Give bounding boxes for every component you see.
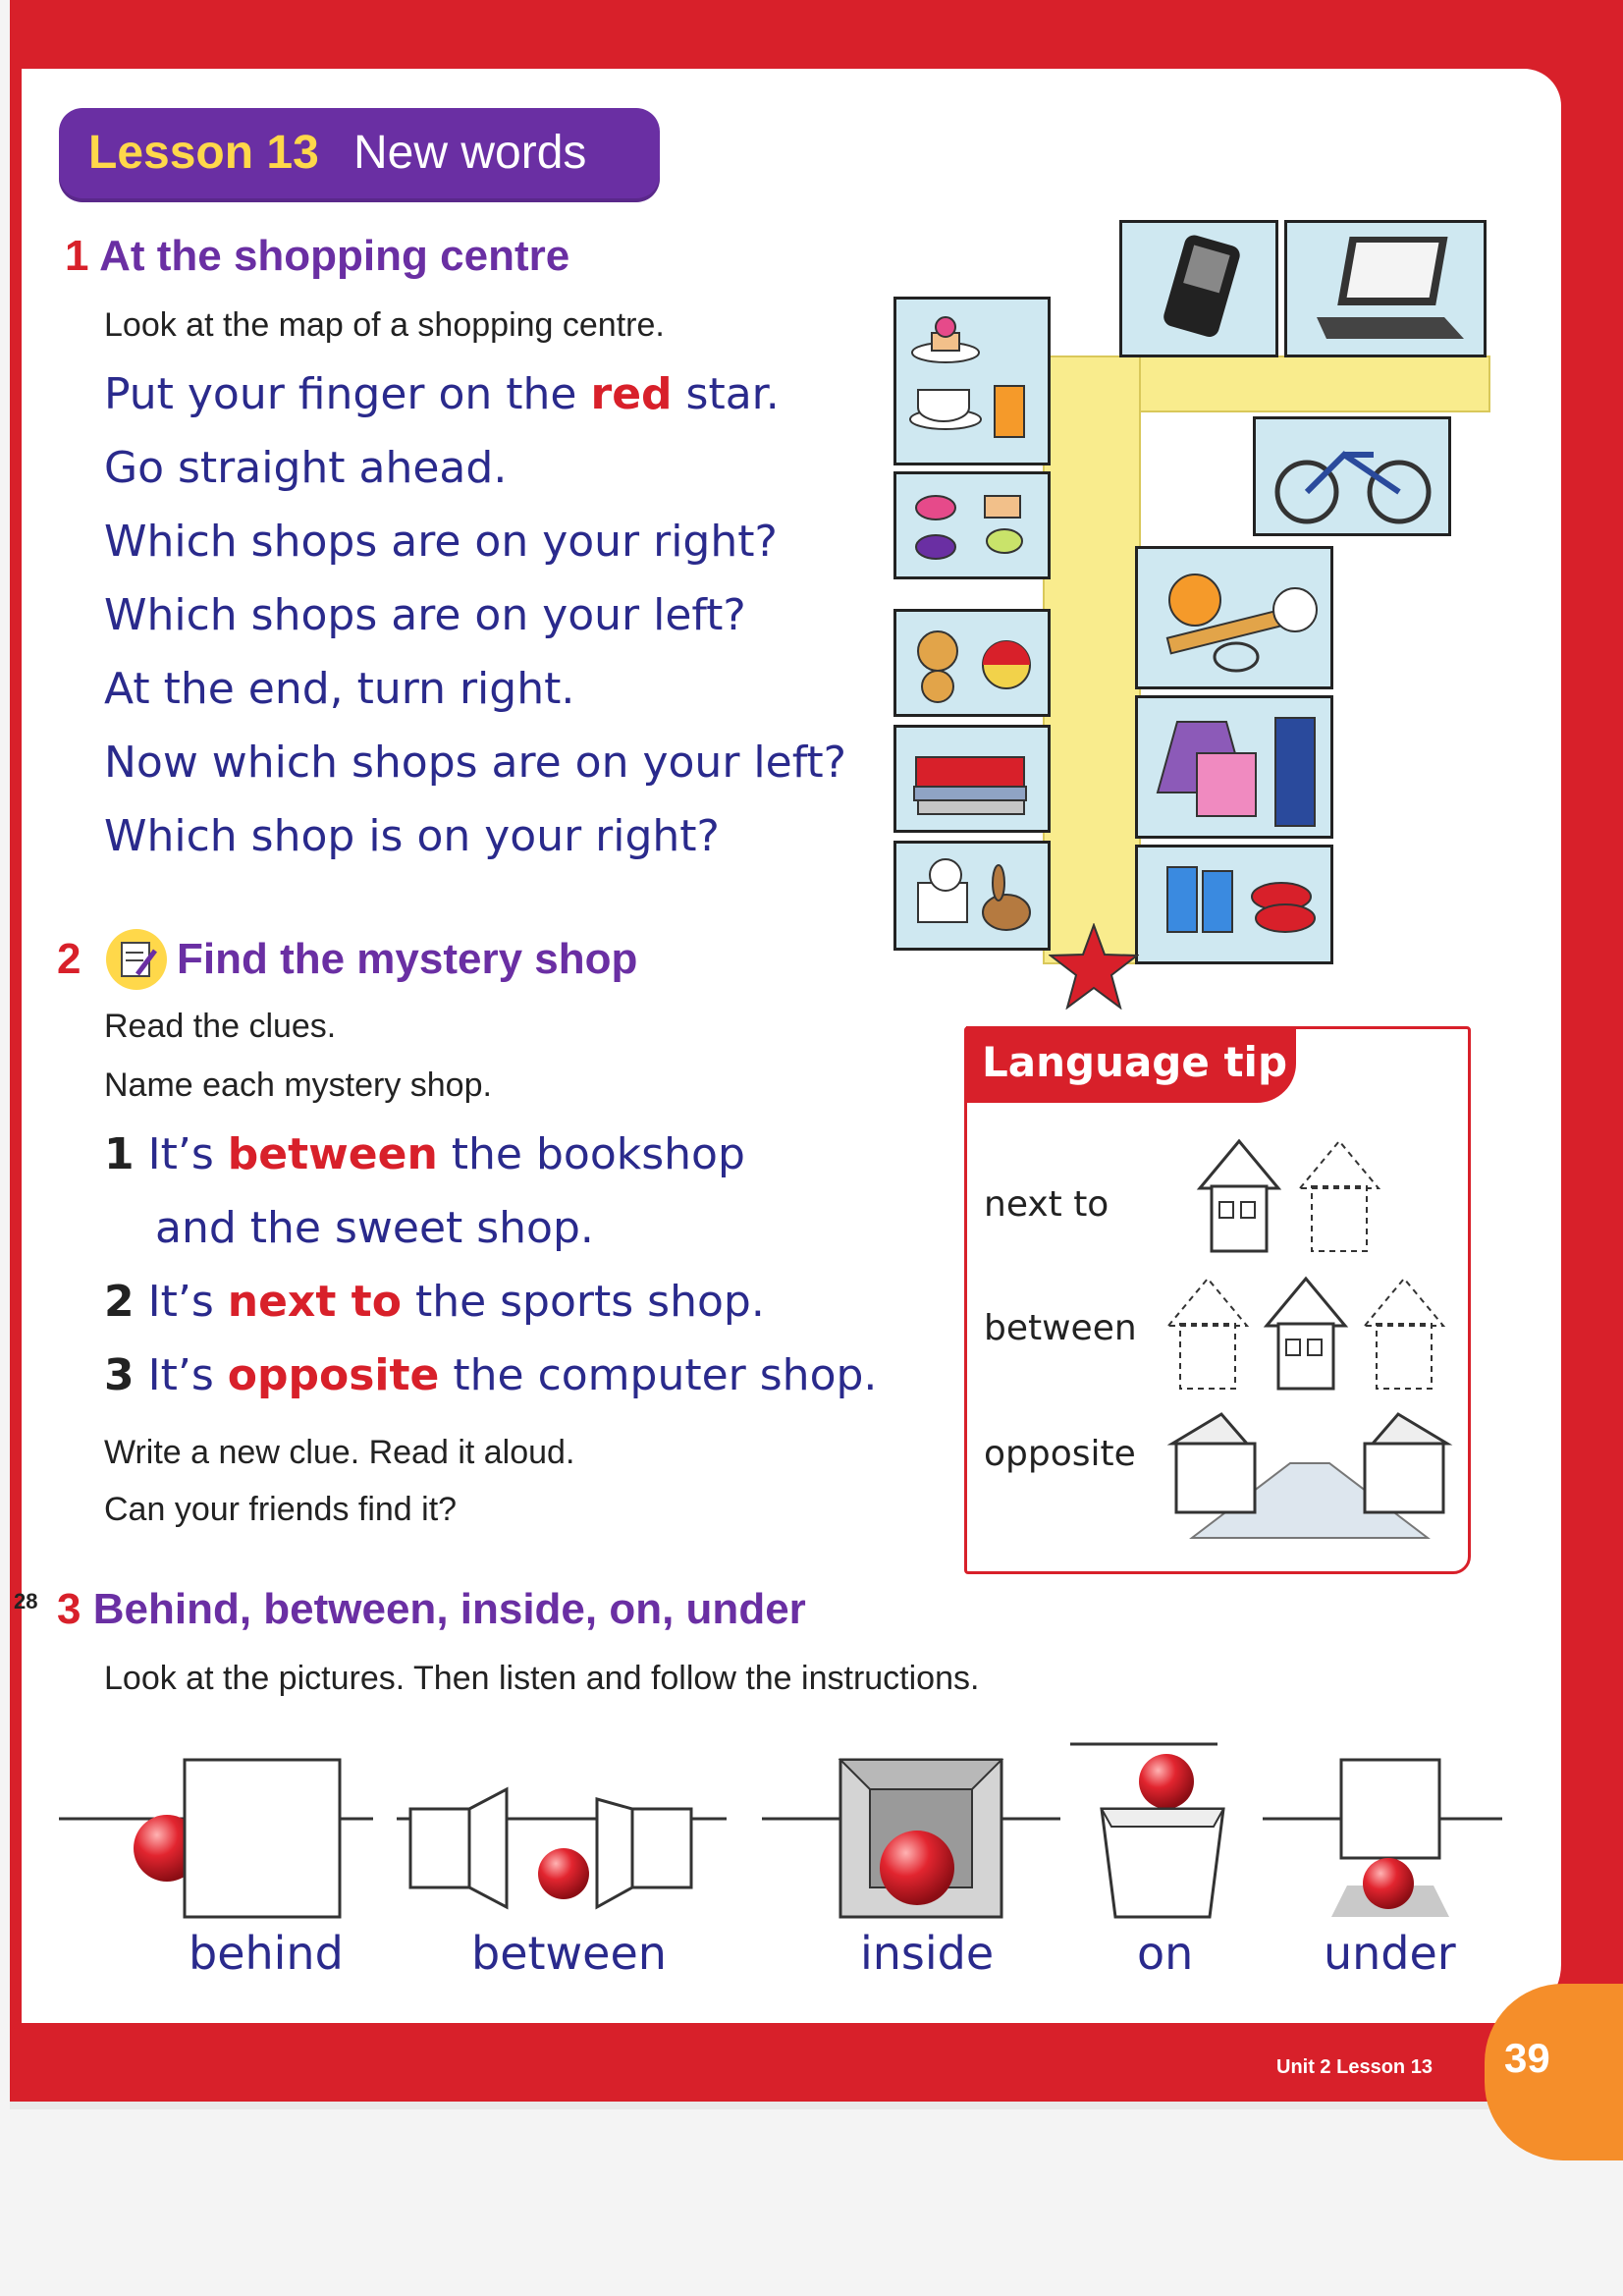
word-between: between <box>471 1927 667 1980</box>
page-number: 39 <box>1504 2035 1550 2081</box>
red-word: red <box>590 369 673 419</box>
page-edge <box>10 2102 1623 2109</box>
word-under: under <box>1324 1927 1456 1980</box>
red-star-icon <box>1049 923 1139 1010</box>
preposition-pictures <box>59 1738 1512 1935</box>
houses-next-to-icon <box>1184 1129 1400 1257</box>
line-2: Go straight ahead. <box>104 443 508 493</box>
section-1-heading <box>65 232 569 281</box>
section-2-heading <box>57 935 81 984</box>
clue-3: 3 It’s opposite the computer shop. <box>104 1350 878 1400</box>
section-3-title: Behind, between, inside, on, under <box>92 1585 806 1633</box>
houses-between-icon <box>1163 1267 1453 1394</box>
picture-on <box>1070 1744 1223 1917</box>
section-2-instruction-2: Name each mystery shop. <box>104 1066 492 1104</box>
houses-opposite-icon <box>1163 1404 1457 1550</box>
page-number-bubble <box>1485 1984 1623 2160</box>
tip-between: between <box>984 1308 1137 1348</box>
lesson-name: New words <box>353 127 587 179</box>
pencil-notebook-icon <box>104 927 169 992</box>
keyword-between: between <box>227 1129 438 1179</box>
section-2-instruction-3: Write a new clue. Read it aloud. <box>104 1434 575 1471</box>
section-3-instruction: Look at the pictures. Then listen and follow the instructions. <box>104 1660 980 1697</box>
section-2-instruction-1: Read the clues. <box>104 1008 337 1045</box>
section-1-instruction: Look at the map of a shopping centre. <box>104 306 665 344</box>
shop-pets <box>893 841 1051 951</box>
shop-bikes <box>1253 416 1451 536</box>
tip-opposite: opposite <box>984 1434 1136 1474</box>
shop-shoes <box>1135 845 1333 964</box>
shop-clothes <box>1135 695 1333 839</box>
word-on: on <box>1137 1927 1194 1980</box>
keyword-next-to: next to <box>227 1277 402 1327</box>
audio-track-number: 28 <box>14 1589 38 1613</box>
clue-2: 2 It’s next to the sports shop. <box>104 1277 765 1327</box>
section-2-instruction-4: Can your friends find it? <box>104 1491 458 1528</box>
clue-1: 1 It’s between the bookshop <box>104 1129 745 1179</box>
picture-behind <box>59 1760 373 1917</box>
line-3: Which shops are on your right? <box>104 517 778 567</box>
picture-inside <box>762 1760 1060 1917</box>
section-1-title: At the shopping centre <box>99 232 570 280</box>
unit-lesson-label: Unit 2 Lesson 13 <box>1276 2056 1433 2078</box>
shop-phones <box>1119 220 1278 357</box>
section-3-heading <box>57 1585 806 1634</box>
shop-computers <box>1284 220 1487 357</box>
line-1: Put your finger on the red star. <box>104 369 780 419</box>
lesson-title <box>59 108 660 202</box>
clue-1-continued: and the sweet shop. <box>155 1203 594 1253</box>
tip-next-to: next to <box>984 1184 1109 1225</box>
word-behind: behind <box>189 1927 344 1980</box>
shop-books <box>893 725 1051 833</box>
line-6: Now which shops are on your left? <box>104 738 847 788</box>
picture-between <box>397 1789 727 1907</box>
section-3-number: 3 <box>57 1585 81 1633</box>
keyword-opposite: opposite <box>227 1350 440 1400</box>
line-4: Which shops are on your left? <box>104 590 746 640</box>
word-inside: inside <box>860 1927 995 1980</box>
shop-sweets <box>893 471 1051 579</box>
line-7: Which shop is on your right? <box>104 811 720 861</box>
shop-sports <box>1135 546 1333 689</box>
line-5: At the end, turn right. <box>104 664 575 714</box>
lesson-number: Lesson 13 <box>88 127 319 179</box>
corridor-main <box>1043 355 1141 964</box>
language-tip-label: Language tip <box>966 1026 1296 1103</box>
section-2-number: 2 <box>57 935 81 983</box>
picture-under <box>1263 1760 1502 1917</box>
section-2-title: Find the mystery shop <box>177 935 638 983</box>
shop-cafe <box>893 297 1051 465</box>
shop-toys <box>893 609 1051 717</box>
section-1-number: 1 <box>65 232 89 280</box>
